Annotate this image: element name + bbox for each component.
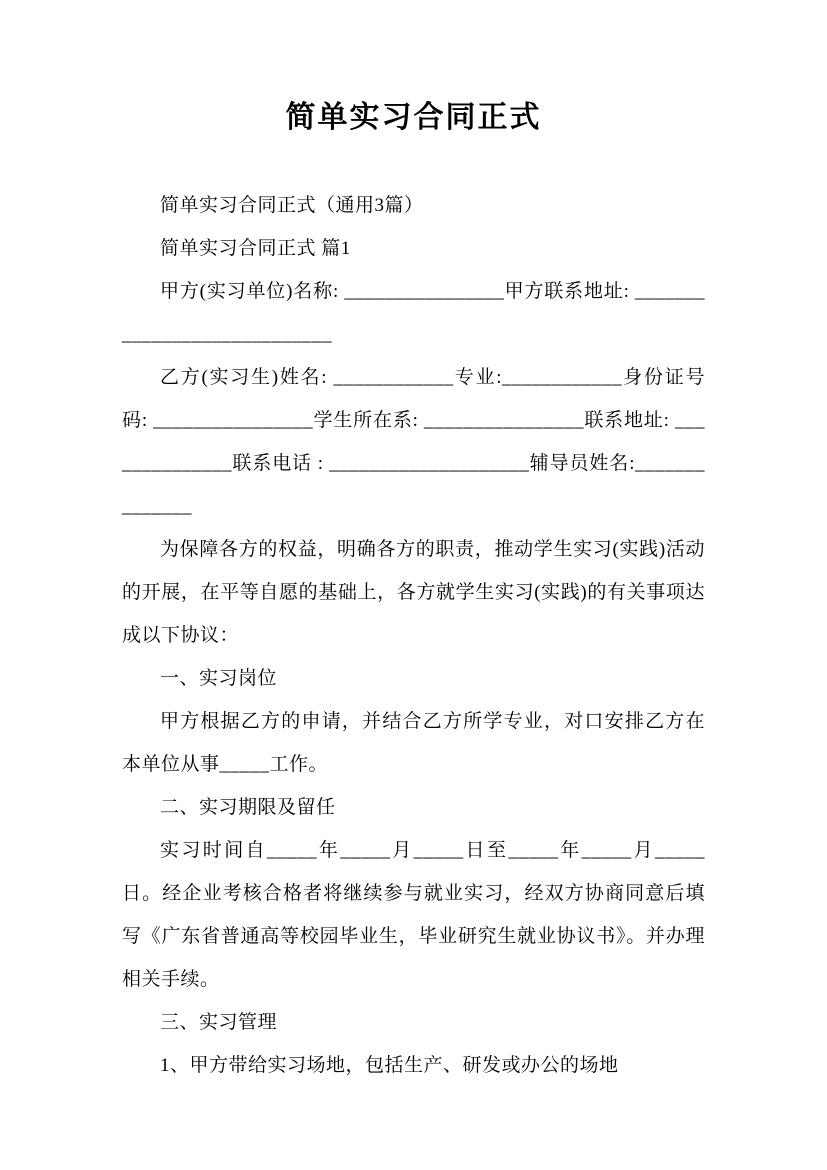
paragraph: 实习时间自_____年_____月_____日至_____年_____月_____日。经企业考核合格者将继续参与就业实习，经双方协商同意后填写《广东省普通高等校园毕业生，毕业研究生就业协议书》。并办理相关手续。 — [122, 840, 705, 990]
paragraph: 简单实习合同正式 篇1 — [160, 238, 351, 259]
section-heading: 一、实习岗位 — [160, 668, 278, 689]
paragraph: 为保障各方的权益，明确各方的职责，推动学生实习(实践)活动的开展，在平等自愿的基础上，各方就学生实习(实践)的有关事项达成以下协议： — [122, 539, 705, 646]
paragraph: 乙方(实习生)姓名: ____________专业:____________身份证号码: ________________学生所在系: ________________联系地址: ______________联系电话 : ____________________辅导员姓名:______________ — [122, 367, 705, 517]
paragraph: 1、甲方带给实习场地，包括生产、研发或办公的场地 — [160, 1055, 619, 1076]
section-heading: 三、实习管理 — [160, 1012, 278, 1033]
paragraph: 甲方(实习单位)名称: ________________甲方联系地址: ____________________________ — [122, 281, 705, 345]
document-title: 简单实习合同正式 — [285, 101, 542, 134]
paragraph: 简单实习合同正式（通用3篇） — [160, 195, 424, 216]
paragraph: 甲方根据乙方的申请，并结合乙方所学专业，对口安排乙方在本单位从事_____工作。 — [122, 711, 705, 775]
section-heading: 二、实习期限及留任 — [160, 797, 336, 818]
